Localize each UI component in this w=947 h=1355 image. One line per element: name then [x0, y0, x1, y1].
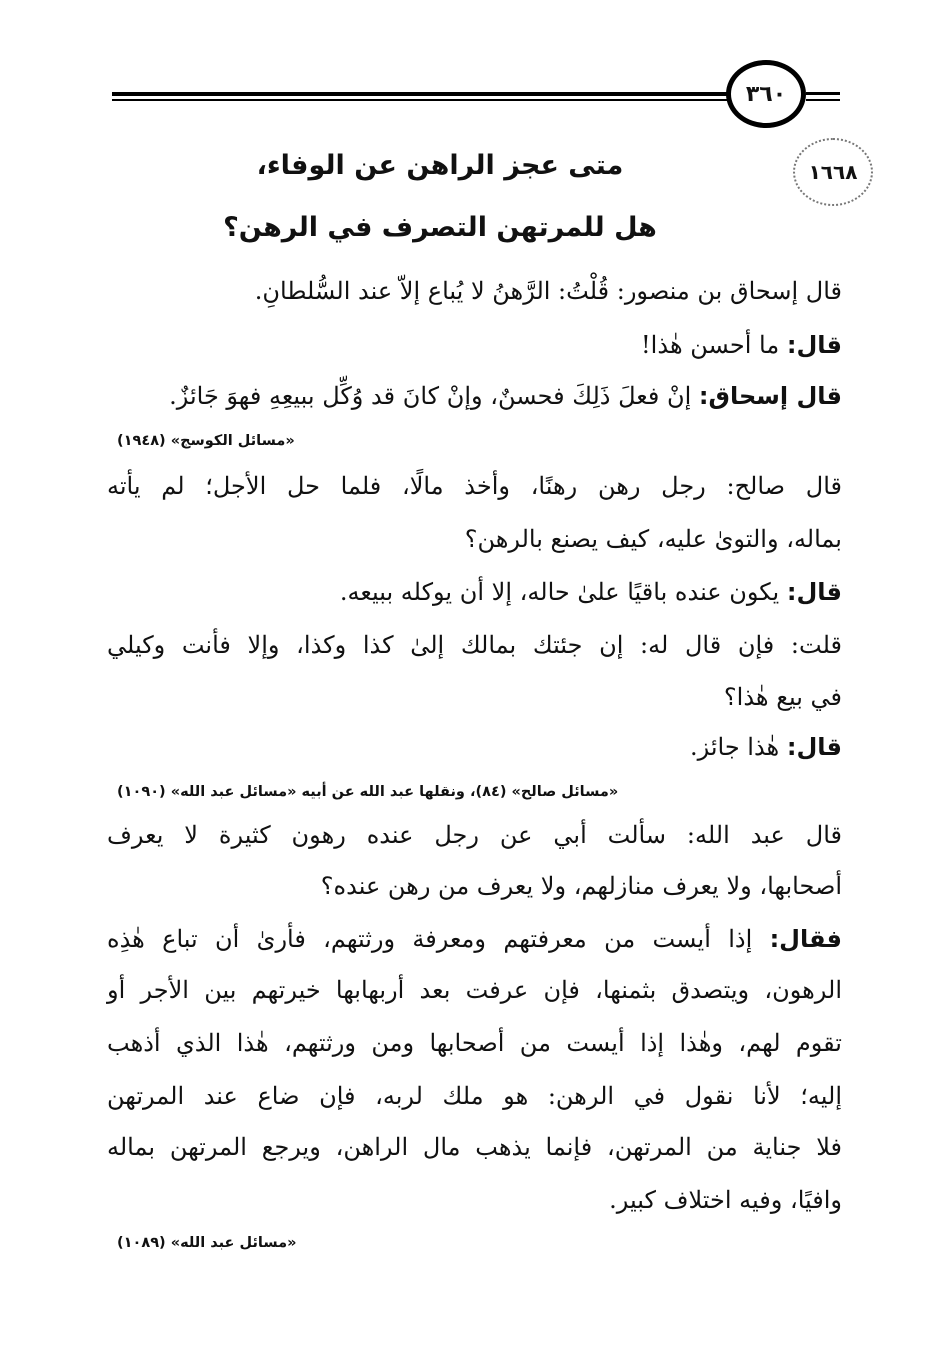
text-line: قال عبد الله: سألت أبي عن رجل عنده رهون كثيرة لا يعرف: [107, 821, 842, 849]
question-title: هل للمرتهن التصرف في الرهن؟: [223, 212, 657, 243]
text-line: قال إسحاق بن منصور: قُلْتُ: الرَّهنُ لا يُباع إلاّ عند السُّلطانِ.: [254, 277, 842, 305]
page-number-badge: [726, 60, 806, 128]
source-citation: «مسائل الكوسج» (١٩٤٨): [117, 433, 295, 449]
text-line: فقال: إذا أيست من معرفتهم ومعرفة ورثتهم، فأرىٰ أن تباع هٰذِه: [107, 925, 842, 953]
header-rule: [806, 99, 840, 101]
page-number: ٣٦٠: [745, 81, 787, 107]
text-line: الرهون، ويتصدق بثمنها، فإن عرفت بعد أربهابها خيرتهم بين الأجر أو: [107, 976, 842, 1004]
source-citation: «مسائل عبد الله» (١٠٨٩): [117, 1235, 297, 1251]
text-line: أصحابها، ولا يعرف منازلهم، ولا يعرف من رهن عنده؟: [320, 872, 842, 900]
source-citation: «مسائل صالح» (٨٤)، ونقلها عبد الله عن أبيه «مسائل عبد الله» (١٠٩٠): [117, 784, 619, 800]
text-line: إليه؛ لأنا نقول في الرهن: هو ملك لربه، فإن ضاع عند المرتهن: [107, 1082, 842, 1110]
text-line: بماله، والتوىٰ عليه، كيف يصنع بالرهن؟: [464, 525, 842, 553]
speaker-label: قال:: [786, 733, 842, 761]
speaker-label: قال:: [786, 578, 842, 606]
text-line: قال: هٰذا جائز.: [689, 733, 842, 761]
topic-title: متى عجز الراهن عن الوفاء،: [256, 150, 624, 181]
text-line: وافيًا، وفيه اختلاف كبير.: [609, 1186, 842, 1214]
text-line: تقوم لهم، وهٰذا إذا أيست من أصحابها ومن ورثتهم، هٰذا الذي أذهب: [107, 1029, 842, 1057]
speaker-label: قال إسحاق:: [698, 382, 842, 410]
text-line: فلا جناية من المرتهن، فإنما يذهب مال الراهن، ويرجع المرتهن بماله: [107, 1133, 842, 1161]
issue-number: ١٦٦٨: [808, 160, 858, 184]
text-line: في بيع هٰذا؟: [723, 683, 842, 711]
text-line: قال: ما أحسن هٰذا!: [641, 331, 842, 359]
text-line: قال إسحاق: إنْ فعلَ ذَلِكَ فحسنٌ، وإنْ كانَ قد وُكِّل ببيعِهِ فهوَ جَائزٌ.: [169, 382, 842, 410]
text-line: قال صالح: رجل رهن رهنًا، وأخذ مالًا، فلما حل الأجل؛ لم يأته: [107, 472, 842, 500]
speaker-label: قال:: [786, 331, 842, 359]
speaker-label: فقال:: [769, 925, 842, 953]
header-rule: [112, 92, 736, 96]
header-rule: [112, 99, 736, 101]
issue-number-badge: [793, 138, 873, 206]
text-line: قلت: فإن قال له: إن جئتك بمالك إلىٰ كذا وكذا، وإلا فأنت وكيلي: [107, 631, 842, 659]
header-rule: [806, 92, 840, 95]
text-line: قال: يكون عنده باقيًا علىٰ حاله، إلا أن يوكله ببيعه.: [339, 578, 842, 606]
